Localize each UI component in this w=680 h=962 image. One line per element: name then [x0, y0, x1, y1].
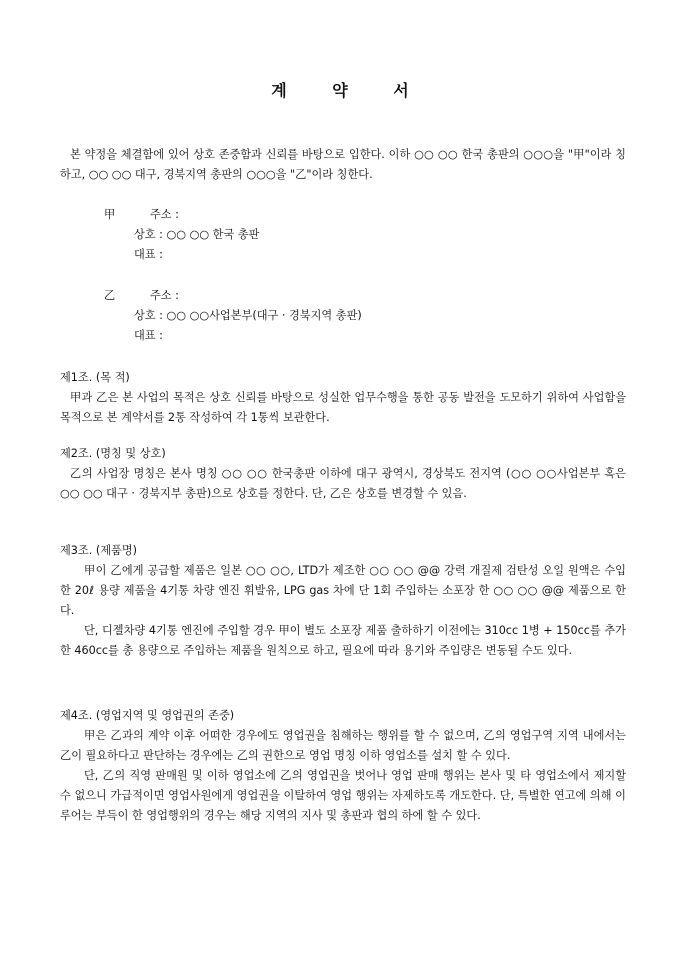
article-4-paragraph-1: 甲은 乙과의 계약 이후 어떠한 경우에도 영업권을 침해하는 행위를 할 수 없으며, 乙의 영업구역 지역 내에서는 乙이 필요하다고 판단하는 경우에는 乙의 권한으로 영업 명칭 이하 영업소를 설치 할 수 있다.	[60, 729, 626, 762]
preamble-text: 본 약정을 체결함에 있어 상호 존중함과 신뢰를 바탕으로 입한다. 이하 ○○ ○○ 한국 총판의 ○○○을 "甲"이라 칭하고, ○○ ○○ 대구, 경북지역 총판의 ○○○을 "乙"이라 칭한다.	[60, 148, 626, 181]
document-title: 계 약 서	[271, 81, 409, 100]
party-b-name: 상호 : ○○ ○○사업본부(대구 · 경북지역 총판)	[134, 309, 362, 322]
party-b-rep: 대표 :	[134, 329, 163, 342]
party-b-mark: 乙	[104, 289, 116, 302]
party-a-rep: 대표 :	[134, 248, 163, 261]
article-4-heading: 제4조. (영업지역 및 영업권의 존중)	[60, 709, 235, 722]
party-b-address: 주소 :	[150, 289, 179, 302]
party-a-address: 주소 :	[150, 208, 179, 221]
article-1-heading: 제1조. (목 적)	[60, 371, 130, 384]
article-3	[60, 541, 626, 661]
article-2-paragraph-1: 乙의 사업장 명칭은 본사 명칭 ○○ ○○ 한국총판 이하에 대구 광역시, 경상북도 전지역 (○○ ○○사업본부 혹은 ○○ ○○ 대구 · 경북지부 총판)으로 상호를 정한다. 단, 乙은 상호를 변경할 수 있음.	[60, 467, 626, 500]
article-4-paragraph-2: 단, 乙의 직영 판매원 및 이하 영업소에 乙의 영업권을 벗어나 영업 판매 행위는 본사 및 타 영업소에서 제지할 수 없으니 가급적이면 영업사원에게 영업권을 이탈하여 영업 행위는 자제하도록 개도한다. 단, 특별한 연고에 의해 이루어는 부득이 한 영업행위의 경우는 해당 지역의 지사 및 총판과 협의 하에 할 수 있다.	[60, 769, 626, 822]
party-a-name: 상호 : ○○ ○○ 한국 총판	[134, 228, 260, 241]
party-b	[60, 286, 362, 346]
party-a	[60, 205, 259, 265]
article-3-paragraph-1: 甲이 乙에게 공급할 제품은 일본 ○○ ○○, LTD가 제조한 ○○ ○○ @@ 강력 개질제 검탄성 오일 원액은 수입한 20ℓ 용량 제품을 4기통 차량 엔진 휘발유, LPG gas 차에 단 1회 주입하는 소포장 한 ○○ ○○ @@ 제품으로 한다.	[60, 564, 626, 617]
article-1	[60, 368, 626, 428]
preamble	[60, 145, 626, 185]
article-2-heading: 제2조. (명칭 및 상호)	[60, 447, 166, 460]
article-3-heading: 제3조. (제품명)	[60, 544, 137, 557]
article-4	[60, 706, 626, 826]
article-2	[60, 444, 626, 504]
party-a-mark: 甲	[104, 208, 116, 221]
article-1-paragraph-1: 甲과 乙은 본 사업의 목적은 상호 신뢰를 바탕으로 성실한 업무수행을 통한 공동 발전을 도모하기 위하여 사업함을 목적으로 본 계약서를 2통 작성하여 각 1통씩 보관한다.	[60, 391, 626, 424]
article-3-paragraph-2: 단, 디젤차량 4기통 엔진에 주입할 경우 甲이 별도 소포장 제품 출하하기 이전에는 310cc 1병 + 150cc를 추가한 460cc를 총 용량으로 주입하는 제품을 원칙으로 하고, 필요에 따라 용기와 주입량은 변동될 수도 있다.	[60, 624, 626, 657]
